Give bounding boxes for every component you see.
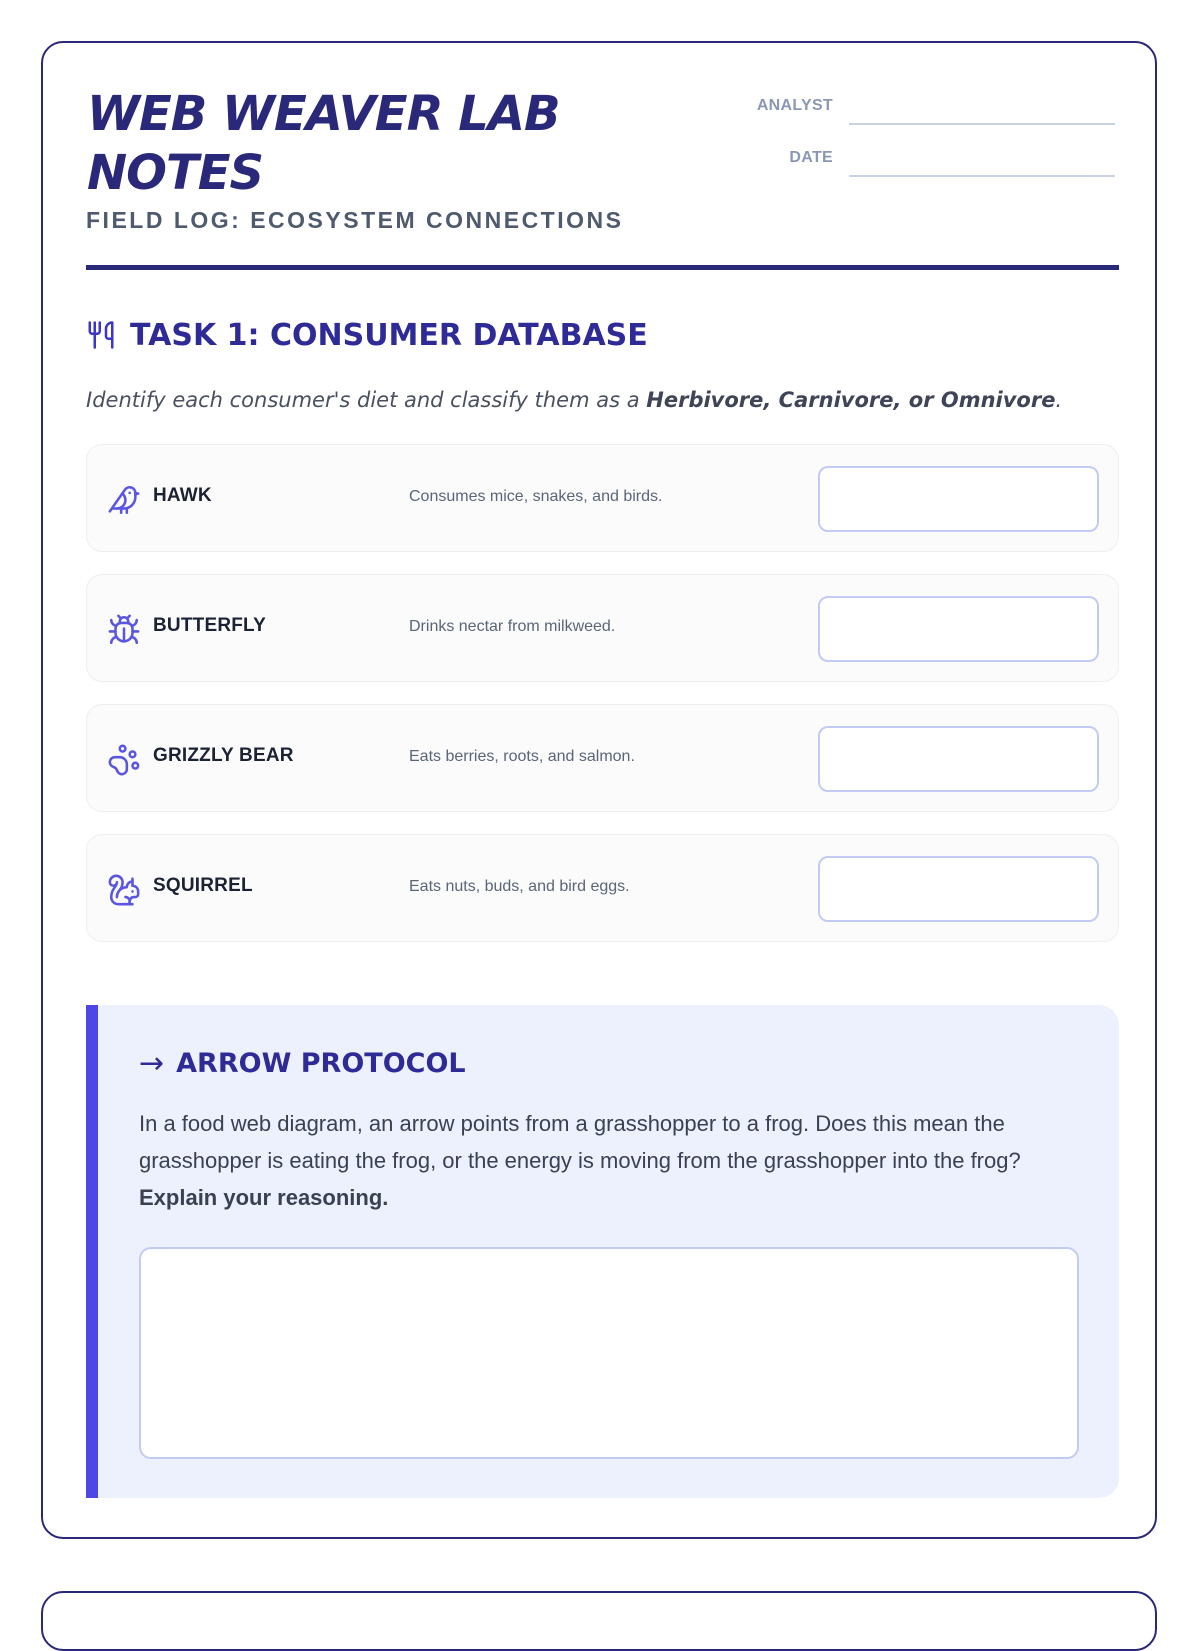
date-input-line[interactable] — [849, 175, 1115, 177]
arrow-protocol-panel — [86, 1005, 1119, 1498]
consumer-name: HAWK — [153, 485, 212, 506]
arrow-right-icon: → — [139, 1045, 165, 1081]
date-label: DATE — [789, 149, 833, 166]
task1-title: TASK 1: CONSUMER DATABASE — [130, 317, 648, 353]
bug-icon — [107, 613, 141, 647]
classification-input-hawk[interactable] — [818, 466, 1099, 532]
header-divider — [86, 265, 1119, 270]
utensils-icon — [86, 320, 116, 350]
analyst-input-line[interactable] — [849, 123, 1115, 125]
consumer-diet: Eats berries, roots, and salmon. — [409, 748, 635, 765]
consumer-name: GRIZZLY BEAR — [153, 745, 294, 766]
analyst-field — [735, 85, 1115, 125]
arrow-protocol-answer-box[interactable] — [139, 1247, 1079, 1459]
arrow-protocol-question: In a food web diagram, an arrow points from a grasshopper to a frog. Does this mean the grasshopper is eating the frog, or the energy is moving from the grasshopper into the frog? Explain your reasoning. — [139, 1111, 1021, 1210]
arrow-protocol-prompt: Explain your reasoning. — [139, 1185, 389, 1210]
page-title: WEB WEAVER LAB NOTES — [87, 86, 560, 201]
consumer-row-squirrel — [86, 834, 1119, 942]
worksheet-page — [41, 41, 1157, 1539]
task1-instructions: Identify each consumer's diet and classify them as a Herbivore, Carnivore, or Omnivore. — [86, 388, 1063, 412]
next-worksheet-page — [41, 1591, 1157, 1651]
bird-icon — [107, 483, 141, 517]
consumer-row-grizzly-bear — [86, 704, 1119, 812]
classification-input-butterfly[interactable] — [818, 596, 1099, 662]
consumer-row-hawk — [86, 444, 1119, 552]
consumer-diet: Drinks nectar from milkweed. — [409, 618, 616, 635]
page-subtitle: FIELD LOG: ECOSYSTEM CONNECTIONS — [86, 207, 624, 233]
classification-input-squirrel[interactable] — [818, 856, 1099, 922]
classification-terms: Herbivore, Carnivore, or Omnivore — [646, 388, 1056, 412]
arrow-protocol-title: ARROW PROTOCOL — [176, 1047, 466, 1079]
squirrel-icon — [107, 873, 141, 907]
classification-input-grizzly-bear[interactable] — [818, 726, 1099, 792]
consumer-name: BUTTERFLY — [153, 615, 266, 636]
date-field — [735, 137, 1115, 177]
arrow-protocol-heading — [139, 1045, 466, 1081]
analyst-label: ANALYST — [756, 97, 833, 114]
consumer-diet: Eats nuts, buds, and bird eggs. — [409, 878, 630, 895]
consumer-diet: Consumes mice, snakes, and birds. — [409, 488, 663, 505]
task1-heading — [86, 315, 648, 355]
consumer-name: SQUIRREL — [153, 875, 253, 896]
consumer-row-butterfly — [86, 574, 1119, 682]
paw-icon — [107, 743, 141, 777]
